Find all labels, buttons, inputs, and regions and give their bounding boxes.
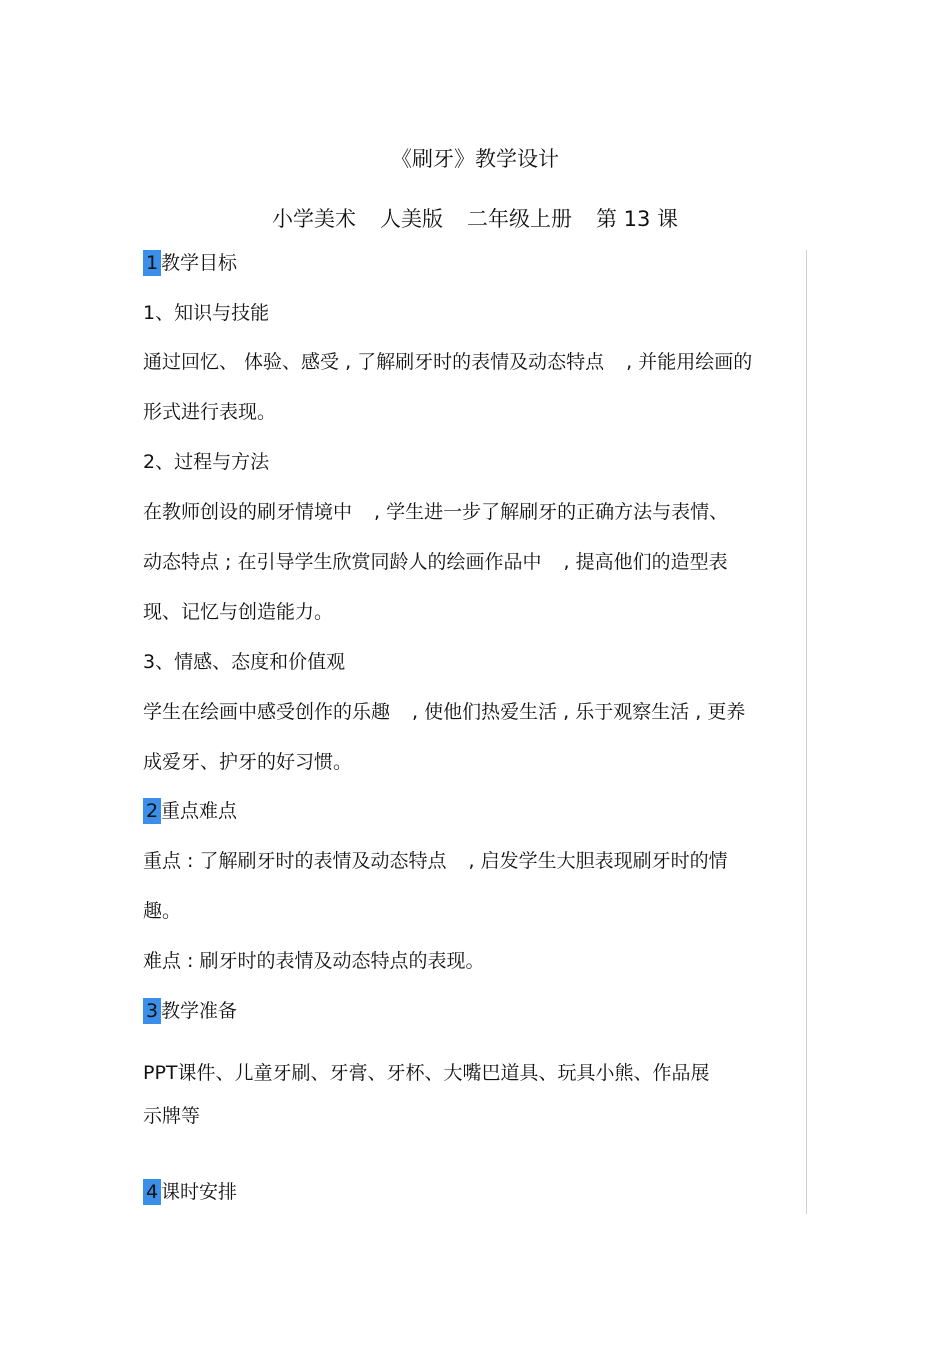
text-run: , 提高他们的造型表: [563, 551, 728, 573]
subtitle-lesson: 第 13 课: [595, 207, 679, 231]
text-run: , 启发学生大胆表现刷牙时的情: [468, 850, 728, 872]
section-heading-keypoints: [143, 798, 237, 824]
subtitle-edition: 人美版: [379, 207, 443, 231]
paragraph-line: [143, 699, 745, 725]
section-number: 1: [143, 250, 161, 276]
section-heading-text: 课时安排: [161, 1181, 238, 1203]
section-heading-text: 重点难点: [161, 800, 238, 822]
section-heading-text: 教学目标: [161, 252, 238, 274]
paragraph-line: 难点 : 刷牙时的表情及动态特点的表现。: [143, 950, 485, 972]
paragraph-line: [143, 848, 728, 874]
paragraph-line: 形式进行表现。: [143, 401, 277, 423]
paragraph-line: [143, 349, 752, 375]
document-title: 《刷牙》教学设计: [391, 147, 559, 171]
text-run: 重点 : 了解刷牙时的表情及动态特点: [143, 850, 447, 872]
paragraph-line: 现、记忆与创造能力。: [143, 601, 334, 623]
subheading-process: 2、过程与方法: [143, 451, 270, 473]
text-run: , 并能用绘画的: [626, 351, 753, 373]
paragraph-line: 成爱牙、护牙的好习惯。: [143, 751, 353, 773]
paragraph-line: PPT课件、儿童牙刷、牙膏、牙杯、大嘴巴道具、玩具小熊、作品展: [143, 1062, 710, 1084]
subtitle-grade: 二年级上册: [466, 207, 572, 231]
section-number: 3: [143, 998, 161, 1024]
text-run: 动态特点 ; 在引导学生欣赏同龄人的绘画作品中: [143, 551, 542, 573]
paragraph-line: [143, 549, 728, 575]
paragraph-line: 趣。: [143, 900, 182, 922]
paragraph-line: 示牌等: [143, 1105, 201, 1127]
text-run: , 使他们热爱生活 , 乐于观察生活 , 更养: [412, 701, 746, 723]
section-heading-goals: [143, 250, 237, 276]
section-heading-prep: [143, 998, 237, 1024]
document-subtitle: [0, 206, 950, 232]
section-heading-text: 教学准备: [161, 1000, 238, 1022]
paragraph-line: [143, 499, 728, 525]
subtitle-subject: 小学美术: [271, 207, 356, 231]
subheading-knowledge: 1、知识与技能: [143, 302, 270, 324]
margin-rule: [806, 250, 807, 1214]
section-number: 4: [143, 1179, 161, 1205]
text-run: 学生在绘画中感受创作的乐趣: [143, 701, 391, 723]
text-run: , 学生进一步了解刷牙的正确方法与表情、: [374, 501, 729, 523]
text-run: 通过回忆、 体验、感受 , 了解刷牙时的表情及动态特点: [143, 351, 605, 373]
text-run: 在教师创设的刷牙情境中: [143, 501, 353, 523]
section-number: 2: [143, 798, 161, 824]
section-heading-schedule: [143, 1179, 237, 1205]
subheading-emotion: 3、情感、态度和价值观: [143, 651, 346, 673]
